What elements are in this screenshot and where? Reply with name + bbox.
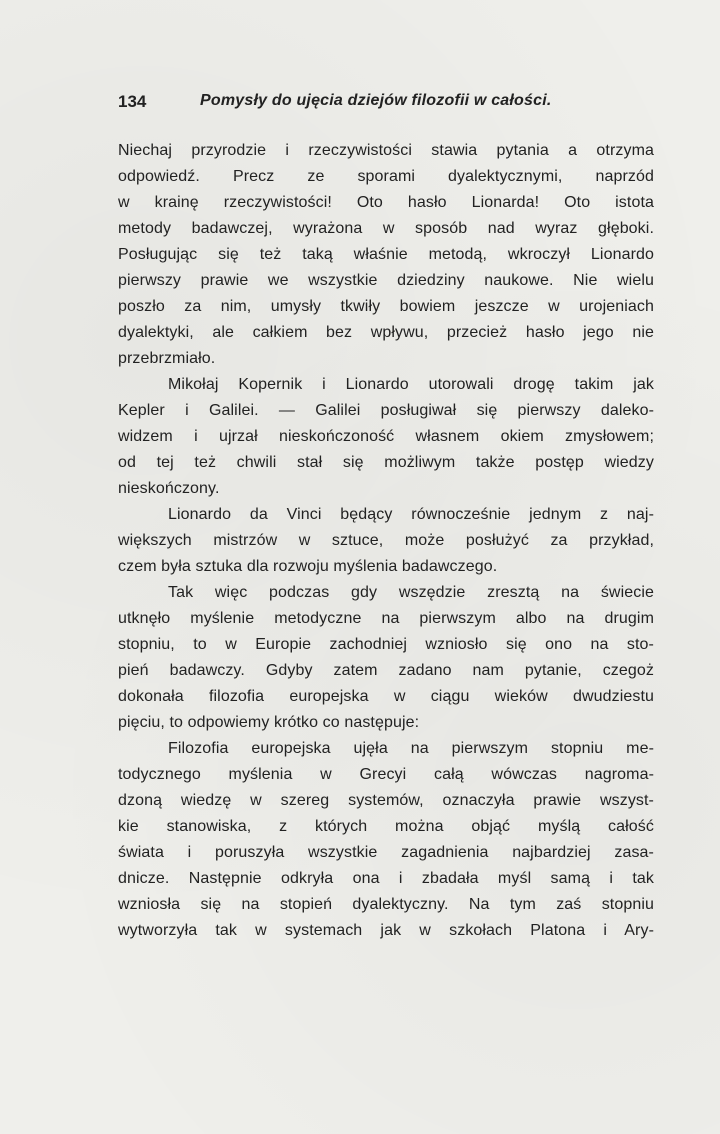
text-line: pięciu, to odpowiemy krótko co następuje: (118, 714, 420, 731)
text-line: czem była sztuka dla rozwoju myślenia badawczego. (118, 558, 498, 575)
text-line: w krainę rzeczywistości! Oto hasło Lionarda! Oto istota (118, 194, 654, 211)
running-title: Pomysły do ujęcia dziejów filozofii w całości. (200, 92, 552, 109)
text-line: większych mistrzów w sztuce, może posłużyć za przykład, (118, 532, 654, 549)
text-line: Posługując się też taką właśnie metodą, wkroczył Lionardo (118, 246, 654, 263)
text-line: stopniu, to w Europie zachodniej wzniosło się ono na sto- (118, 636, 654, 653)
text-line: Tak więc podczas gdy wszędzie zresztą na świecie (168, 584, 654, 601)
text-line: wytworzyła tak w systemach jak w szkołach Platona i Ary- (118, 922, 654, 939)
text-line: przebrzmiało. (118, 350, 216, 367)
text-line: Filozofia europejska ujęła na pierwszym stopniu me- (168, 740, 654, 757)
body-text (118, 138, 654, 944)
text-line: widzem i ujrzał nieskończoność własnem okiem zmysłowem; (118, 428, 654, 445)
text-line: poszło za nim, umysły tkwiły bowiem jeszcze w urojeniach (118, 298, 654, 315)
text-line: dokonała filozofia europejska w ciągu wieków dwudziestu (118, 688, 654, 705)
text-line: świata i poruszyła wszystkie zagadnienia najbardziej zasa- (118, 844, 654, 861)
text-line: kie stanowiska, z których można objąć myślą całość (118, 818, 654, 835)
text-line: dnicze. Następnie odkryła ona i zbadała myśl samą i tak (118, 870, 654, 887)
text-line: Mikołaj Kopernik i Lionardo utorowali drogę takim jak (168, 376, 654, 393)
text-line: Kepler i Galilei. — Galilei posługiwał się pierwszy daleko- (118, 402, 654, 419)
text-line: Niechaj przyrodzie i rzeczywistości stawia pytania a otrzyma (118, 142, 654, 159)
text-line: pierwszy prawie we wszystkie dziedziny naukowe. Nie wielu (118, 272, 654, 289)
page-number: 134 (118, 92, 147, 111)
text-line: dyalektyki, ale całkiem bez wpływu, przecież hasło jego nie (118, 324, 654, 341)
text-line: wzniosła się na stopień dyalektyczny. Na tym zaś stopniu (118, 896, 654, 913)
text-line: Lionardo da Vinci będący równocześnie jednym z naj- (168, 506, 654, 523)
text-line: pień badawczy. Gdyby zatem zadano nam pytanie, czegoż (118, 662, 654, 679)
text-line: todycznego myślenia w Grecyi całą wówczas nagroma- (118, 766, 654, 783)
text-line: dzoną wiedzę w szereg systemów, oznaczyła prawie wszyst- (118, 792, 654, 809)
text-line: od tej też chwili stał się możliwym także postęp wiedzy (118, 454, 654, 471)
text-line: odpowiedź. Precz ze sporami dyalektycznymi, naprzód (118, 168, 654, 185)
text-line: nieskończony. (118, 480, 220, 497)
page-header (118, 92, 658, 116)
text-line: utknęło myślenie metodyczne na pierwszym albo na drugim (118, 610, 654, 627)
text-line: metody badawczej, wyrażona w sposób nad wyraz głęboki. (118, 220, 654, 237)
